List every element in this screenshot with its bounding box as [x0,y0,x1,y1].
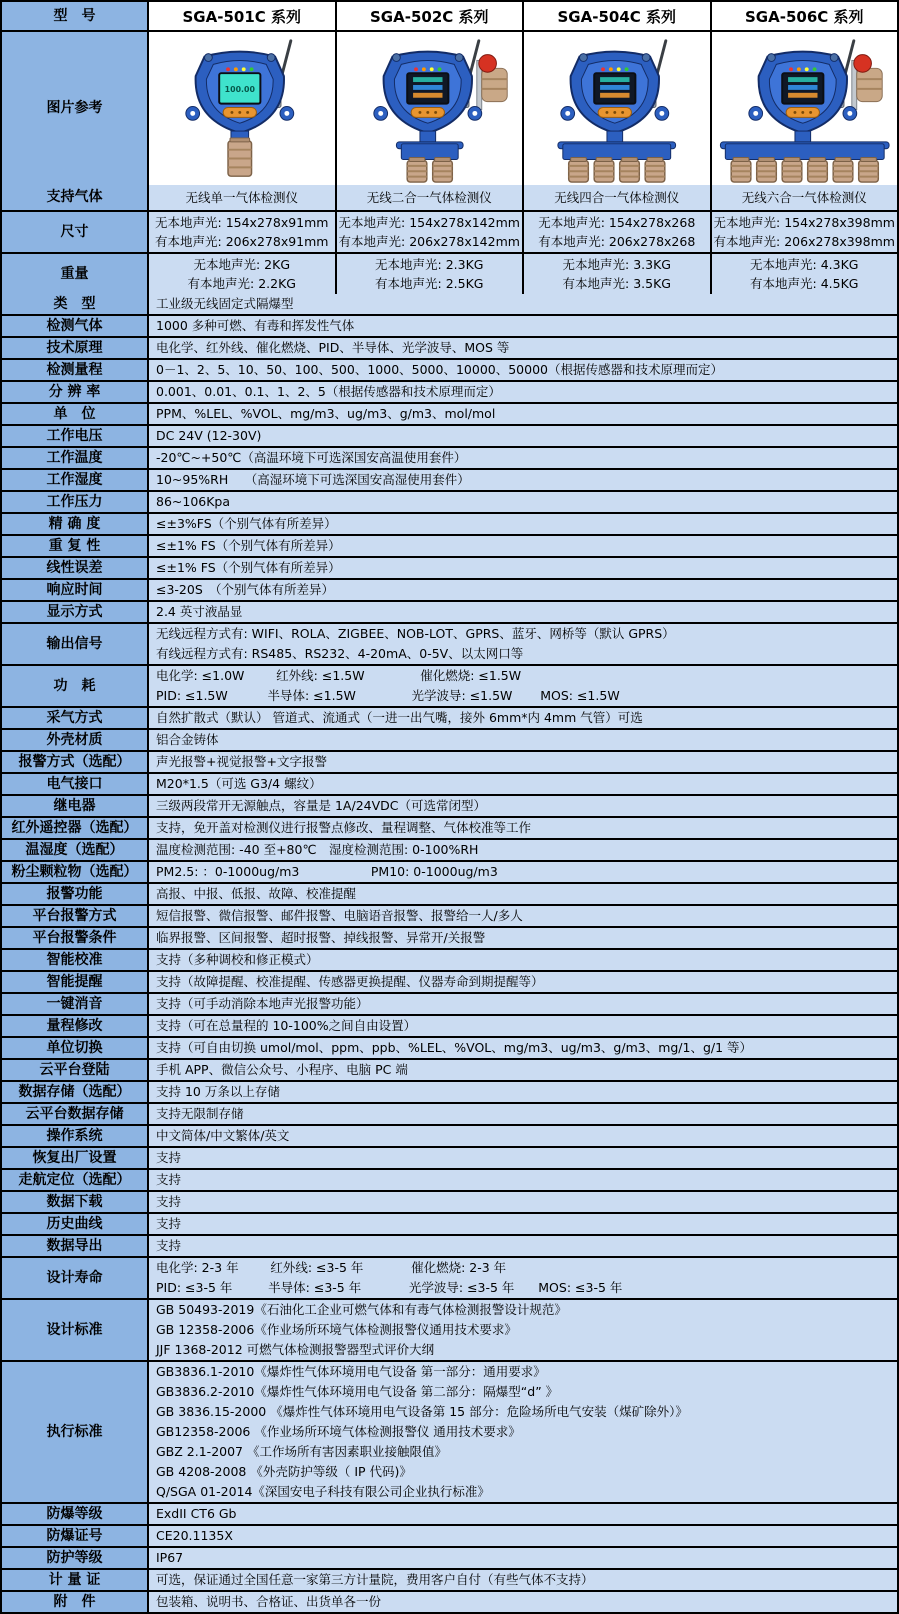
row-label: 输出信号 [2,624,149,664]
spec-row [2,860,897,882]
product-image-sga-506c [712,32,898,185]
row-label: 继电器 [2,796,149,816]
row-value [149,1192,897,1212]
row-label: 电气接口 [2,774,149,794]
spec-row [2,1298,897,1360]
spec-row [2,512,897,534]
spec-row [2,948,897,970]
row-label: 平台报警条件 [2,928,149,948]
row-label: 单 位 [2,404,149,424]
row-label: 智能提醒 [2,972,149,992]
compare-value-line: 有本地声光: 206x278x268 [538,234,696,249]
row-label: 功 耗 [2,666,149,706]
compare-value-line: 无线四合一气体检测仪 [554,190,680,205]
compare-value-cell [337,212,525,252]
spec-row [2,1546,897,1568]
row-value [149,972,897,992]
row-label: 粉尘颗粒物（选配） [2,862,149,882]
row-label: 外壳材质 [2,730,149,750]
product-illustration [149,33,335,185]
row-value [149,1236,897,1256]
row-value-line: GB3836.1-2010《爆炸性气体环境用电气设备 第一部分：通用要求》 [156,1364,546,1379]
spec-row [2,1256,897,1298]
model-header-sga-501c: SGA-501C 系列 [149,2,337,30]
row-value [149,1016,897,1036]
row-value [149,1504,897,1524]
spec-row [2,838,897,860]
row-value [149,862,897,882]
row-label: 红外遥控器（选配） [2,818,149,838]
row-value [149,730,897,750]
compare-value-line: 有本地声光: 4.5KG [750,276,859,291]
compare-value-line: 无本地声光: 154x278x268 [538,215,696,230]
image-row-label: 图片参考 [2,32,149,185]
spec-row [2,556,897,578]
row-value-line: M20*1.5（可选 G3/4 螺纹） [156,776,322,791]
spec-row [2,424,897,446]
row-value [149,1592,897,1612]
row-value-line: PM2.5: ：0-1000ug/m3 PM10: 0-1000ug/m3 [156,864,498,879]
row-value-line: 有线远程方式有: RS485、RS232、4-20mA、0-5V、以太网口等 [156,646,524,661]
spec-row [2,402,897,424]
spec-row [2,336,897,358]
spec-row [2,1036,897,1058]
compare-value-cell [149,212,337,252]
spec-row [2,358,897,380]
compare-value-cell [149,185,337,210]
row-value-line: ≤±3%FS（个别气体有所差异） [156,516,337,531]
row-label: 工作湿度 [2,470,149,490]
compare-value-cell [712,212,898,252]
model-row-label: 型 号 [2,2,149,30]
row-value-line: ≤±1% FS（个别气体有所差异） [156,538,341,553]
row-value-line: 铝合金铸体 [156,732,219,747]
row-value [149,1548,897,1568]
spec-row [2,1080,897,1102]
compare-row [2,252,897,294]
row-value [149,906,897,926]
row-value-line: Q/SGA 01-2014《深国安电子科技有限公司企业执行标准》 [156,1484,490,1499]
row-value [149,1170,897,1190]
row-value-line: GB 3836.15-2000 《爆炸性气体环境用电气设备第 15 部分：危险场所电气安装（煤矿除外）》 [156,1404,688,1419]
row-value-line: 三级两段常开无源触点，容量是 1A/24VDC（可选常闭型） [156,798,486,813]
model-header-row [2,2,897,30]
row-label: 一键消音 [2,994,149,1014]
compare-value-line: 无线六合一气体检测仪 [741,190,867,205]
compare-value-cell [524,185,712,210]
row-value-line: 支持无限制存储 [156,1106,244,1121]
row-label: 量程修改 [2,1016,149,1036]
compare-value-line: 无本地声光: 4.3KG [750,257,859,272]
model-header-sga-504c: SGA-504C 系列 [524,2,712,30]
row-value-line: 工业级无线固定式隔爆型 [156,296,294,311]
row-value [149,1300,897,1360]
product-image-sga-504c [524,32,712,185]
row-value-line: 可选，保证通过全国任意一家第三方计量院，费用客户自付（有些气体不支持） [156,1572,594,1587]
row-value-line: GB 4208-2008 《外壳防护等级（ IP 代码)》 [156,1464,412,1479]
compare-value-line: 有本地声光: 2.5KG [375,276,484,291]
row-label: 检测气体 [2,316,149,336]
row-value-line: 温度检测范围: -40 至+80℃ 湿度检测范围: 0-100%RH [156,842,479,857]
spec-row [2,578,897,600]
spec-row [2,534,897,556]
row-value-line: ≤±1% FS（个别气体有所差异） [156,560,341,575]
spec-row [2,816,897,838]
row-value-line: 支持（可手动消除本地声光报警功能） [156,996,369,1011]
svg-text:100.00: 100.00 [224,84,255,94]
row-value [149,840,897,860]
row-label: 报警功能 [2,884,149,904]
spec-row [2,1124,897,1146]
row-value-line: CE20.1135X [156,1528,233,1543]
spec-row [2,1502,897,1524]
compare-value-cell [337,185,525,210]
row-label: 采气方式 [2,708,149,728]
row-value-line: 支持 [156,1238,182,1253]
row-label: 计 量 证 [2,1570,149,1590]
row-value [149,796,897,816]
row-value-line: 支持 [156,1216,182,1231]
compare-value-line: 有本地声光: 206x278x91mm [155,234,329,249]
row-value [149,1126,897,1146]
compare-values [149,185,897,210]
compare-value-cell [149,254,337,294]
row-label: 检测量程 [2,360,149,380]
product-image-row [2,30,897,185]
row-value [149,884,897,904]
spec-row [2,1190,897,1212]
row-value-line: DC 24V (12-30V) [156,428,262,443]
row-value-line: 高报、中报、低报、故障、校准提醒 [156,886,357,901]
row-value-line: PID: ≤3-5 年 半导体: ≤3-5 年 光学波导: ≤3-5 年 MOS: ≤3-5 年 [156,1280,623,1295]
row-value-line: 0.001、0.01、0.1、1、2、5（根据传感器和技术原理而定） [156,384,501,399]
row-label: 防爆证号 [2,1526,149,1546]
spec-row [2,1102,897,1124]
compare-value-cell [337,254,525,294]
row-value-line: ≤3-20S （个别气体有所差异） [156,582,335,597]
row-label: 数据存储（选配） [2,1082,149,1102]
spec-row [2,728,897,750]
row-label: 智能校准 [2,950,149,970]
row-value-line: 支持 [156,1194,182,1209]
row-value-line: 包装箱、说明书、合格证、出货单各一份 [156,1594,382,1609]
row-value [149,1148,897,1168]
spec-row [2,600,897,622]
row-value [149,950,897,970]
row-label: 重 复 性 [2,536,149,556]
row-value [149,752,897,772]
row-label: 工作温度 [2,448,149,468]
row-value-line: 1000 多种可燃、有毒和挥发性气体 [156,318,355,333]
row-value-line: PPM、%LEL、%VOL、mg/m3、ug/m3、g/m3、mol/mol [156,406,496,421]
row-label: 显示方式 [2,602,149,622]
row-value [149,666,897,706]
row-value [149,624,897,664]
compare-value-line: 无本地声光: 154x278x91mm [155,215,329,230]
row-value-line: IP67 [156,1550,184,1565]
compare-value-line: 无本地声光: 3.3KG [562,257,671,272]
row-value-line: 自然扩散式（默认） 管道式、流通式（一进一出气嘴，接外 6mm*内 4mm 气管）可选 [156,710,643,725]
row-value [149,1038,897,1058]
spec-row [2,970,897,992]
row-label: 走航定位（选配） [2,1170,149,1190]
compare-value-line: 无线单一气体检测仪 [185,190,298,205]
product-illustration [712,33,898,185]
row-value-line: GB12358-2006 《作业场所环境气体检测报警仪 通用技术要求》 [156,1424,521,1439]
row-label: 尺寸 [2,212,149,252]
compare-row [2,210,897,252]
row-value [149,448,897,468]
row-label: 类 型 [2,294,149,314]
spec-row [2,706,897,728]
row-value-line: PID: ≤1.5W 半导体: ≤1.5W 光学波导: ≤1.5W MOS: ≤1.5W [156,688,620,703]
row-value-line: 支持（故障提醒、校准提醒、传感器更换提醒、仪器寿命到期提醒等） [156,974,544,989]
row-value [149,928,897,948]
product-image-sga-501c [149,32,337,185]
row-value [149,708,897,728]
row-value [149,1570,897,1590]
row-label: 执行标准 [2,1362,149,1502]
model-header-sga-506c: SGA-506C 系列 [712,2,898,30]
compare-value-line: 无本地声光: 2.3KG [375,257,484,272]
row-value [149,1258,897,1298]
spec-row [2,490,897,512]
spec-row [2,1212,897,1234]
row-label: 技术原理 [2,338,149,358]
row-value-line: ExdII CT6 Gb [156,1506,237,1521]
spec-row [2,794,897,816]
row-value [149,818,897,838]
row-value-line: 支持，免开盖对检测仪进行报警点修改、量程调整、气体校准等工作 [156,820,532,835]
spec-row [2,904,897,926]
row-value-line: GB3836.2-2010《爆炸性气体环境用电气设备 第二部分：隔爆型“d” 》 [156,1384,559,1399]
spec-row [2,926,897,948]
row-value [149,492,897,512]
row-value-line: 电化学: ≤1.0W 红外线: ≤1.5W 催化燃烧: ≤1.5W [156,668,522,683]
row-label: 支持气体 [2,185,149,210]
row-label: 工作电压 [2,426,149,446]
row-value [149,1104,897,1124]
product-image-sga-502c [337,32,525,185]
compare-values [149,254,897,294]
spec-row [2,314,897,336]
spec-row [2,750,897,772]
row-label: 云平台数据存储 [2,1104,149,1124]
compare-value-line: 无线二合一气体检测仪 [366,190,492,205]
row-value-line: 短信报警、微信报警、邮件报警、电脑语音报警、报警给一人/多人 [156,908,523,923]
spec-row [2,294,897,314]
row-value-line: 10~95%RH （高湿环境下可选深国安高湿使用套件） [156,472,470,487]
row-value-line: 支持（可在总量程的 10-100%之间自由设置） [156,1018,417,1033]
compare-values [149,212,897,252]
spec-row [2,1590,897,1612]
row-label: 重量 [2,254,149,294]
row-value [149,1060,897,1080]
compare-value-line: 有本地声光: 2.2KG [187,276,296,291]
spec-row [2,992,897,1014]
row-value [149,426,897,446]
row-value-line: GBZ 2.1-2007 《工作场所有害因素职业接触限值》 [156,1444,447,1459]
row-value-line: 手机 APP、微信公众号、小程序、电脑 PC 端 [156,1062,408,1077]
row-value-line: 2.4 英寸液晶显 [156,604,243,619]
spec-row [2,1568,897,1590]
row-label: 分 辨 率 [2,382,149,402]
spec-row [2,1058,897,1080]
row-value-line: JJF 1368-2012 可燃气体检测报警器型式评价大纲 [156,1342,435,1357]
row-label: 报警方式（选配） [2,752,149,772]
product-illustration [524,33,710,185]
row-value [149,602,897,622]
row-value [149,1082,897,1102]
compare-value-line: 有本地声光: 206x278x398mm [713,234,895,249]
row-value [149,1526,897,1546]
row-value-line: GB 50493-2019《石油化工企业可燃气体和有毒气体检测报警设计规范》 [156,1302,567,1317]
row-value-line: 临界报警、区间报警、超时报警、掉线报警、异常开/关报警 [156,930,486,945]
row-label: 设计寿命 [2,1258,149,1298]
row-label: 精 确 度 [2,514,149,534]
row-value [149,774,897,794]
spec-row [2,622,897,664]
spec-row [2,380,897,402]
row-value [149,338,897,358]
row-value [149,404,897,424]
spec-row [2,1146,897,1168]
product-illustration [337,33,523,185]
row-value-line: 86~106Kpa [156,494,231,509]
row-value-line: 中文简体/中文繁体/英文 [156,1128,290,1143]
model-header-sga-502c: SGA-502C 系列 [337,2,525,30]
spec-row [2,446,897,468]
compare-value-line: 无本地声光: 2KG [193,257,291,272]
row-value-line: GB 12358-2006《作业场所环境气体检测报警仪通用技术要求》 [156,1322,517,1337]
row-value [149,382,897,402]
row-value [149,514,897,534]
row-value-line: 无线远程方式有: WIFI、ROLA、ZIGBEE、NOB-LOT、GPRS、蓝牙、网桥等（默认 GPRS） [156,626,675,641]
row-label: 温湿度（选配） [2,840,149,860]
spec-row [2,1524,897,1546]
row-label: 工作压力 [2,492,149,512]
row-value-line: 电化学、红外线、催化燃烧、PID、半导体、光学波导、MOS 等 [156,340,510,355]
row-label: 平台报警方式 [2,906,149,926]
row-label: 防爆等级 [2,1504,149,1524]
compare-value-cell [712,254,898,294]
compare-value-line: 无本地声光: 154x278x142mm [338,215,520,230]
row-value [149,294,897,314]
row-value-line: 支持 [156,1172,182,1187]
row-label: 设计标准 [2,1300,149,1360]
row-value-line: 声光报警+视觉报警+文字报警 [156,754,327,769]
spec-row [2,1360,897,1502]
row-value-line: 电化学: 2-3 年 红外线: ≤3-5 年 催化燃烧: 2-3 年 [156,1260,507,1275]
row-value [149,470,897,490]
compare-row [2,185,897,210]
compare-value-cell [712,185,898,210]
row-label: 恢复出厂设置 [2,1148,149,1168]
compare-value-line: 有本地声光: 206x278x142mm [338,234,520,249]
row-value [149,1214,897,1234]
spec-row [2,882,897,904]
spec-row [2,664,897,706]
row-value-line: 0－1、2、5、10、50、100、500、1000、5000、10000、50000（根据传感器和技术原理而定） [156,362,723,377]
row-value [149,316,897,336]
spec-row [2,1234,897,1256]
row-value [149,536,897,556]
row-label: 数据导出 [2,1236,149,1256]
row-label: 操作系统 [2,1126,149,1146]
row-value [149,558,897,578]
compare-value-cell [524,254,712,294]
row-value [149,580,897,600]
compare-value-line: 有本地声光: 3.5KG [562,276,671,291]
row-value [149,1362,897,1502]
row-value-line: 支持 [156,1150,182,1165]
spec-row [2,468,897,490]
row-value-line: 支持（可自由切换 umol/mol、ppm、ppb、%LEL、%VOL、mg/m3、ug/m3、g/m3、mg/1、g/1 等） [156,1040,753,1055]
compare-value-line: 无本地声光: 154x278x398mm [713,215,895,230]
row-value [149,994,897,1014]
spec-row [2,1168,897,1190]
row-label: 单位切换 [2,1038,149,1058]
row-label: 附 件 [2,1592,149,1612]
row-value [149,360,897,380]
row-value-line: -20℃~+50℃（高温环境下可选深国安高温使用套件） [156,450,467,465]
row-label: 响应时间 [2,580,149,600]
row-label: 数据下载 [2,1192,149,1212]
row-label: 云平台登陆 [2,1060,149,1080]
spec-row [2,772,897,794]
compare-value-cell [524,212,712,252]
row-label: 防护等级 [2,1548,149,1568]
row-value-line: 支持 10 万条以上存储 [156,1084,280,1099]
row-value-line: 支持（多种调校和修正模式） [156,952,319,967]
row-label: 线性误差 [2,558,149,578]
spec-row [2,1014,897,1036]
row-label: 历史曲线 [2,1214,149,1234]
